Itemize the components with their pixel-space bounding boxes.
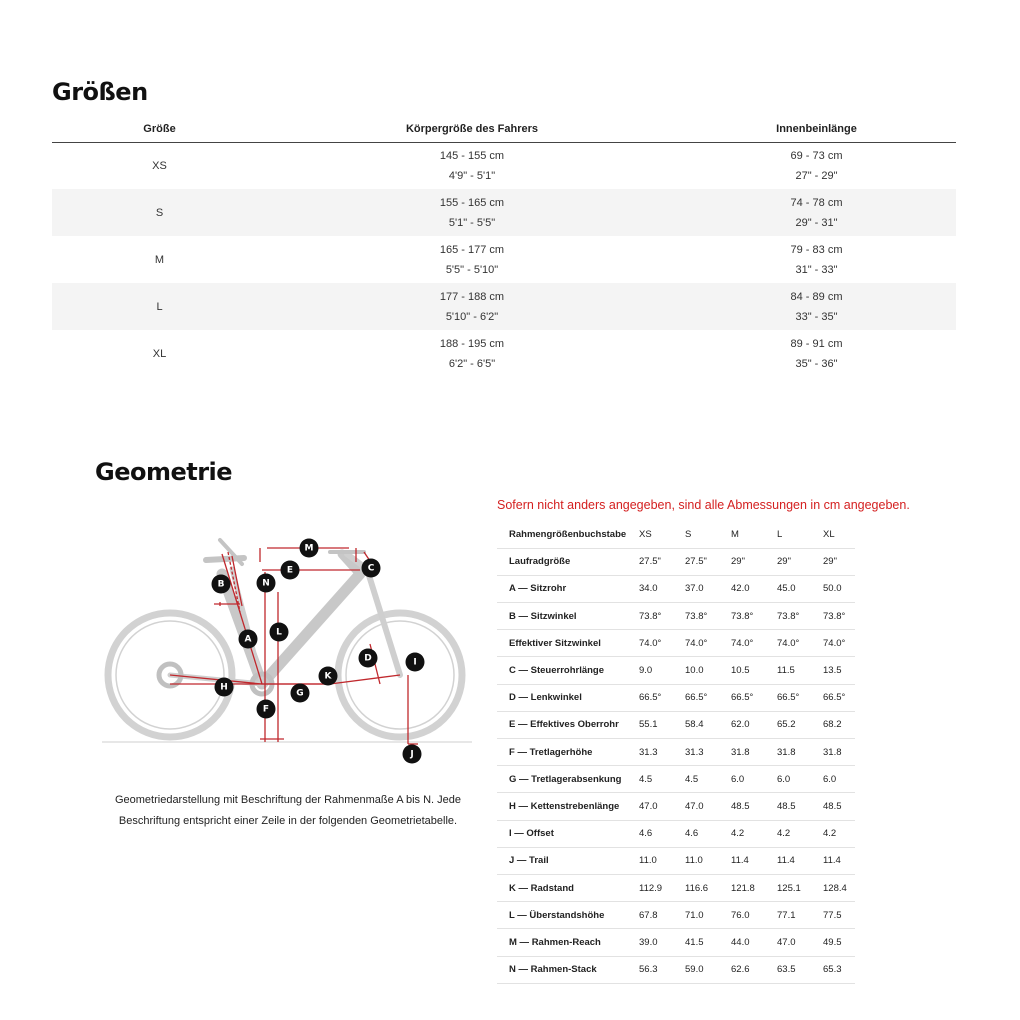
rider-height-ft: 6'2" - 6'5" xyxy=(448,357,496,370)
geometry-value: 116.6 xyxy=(677,874,723,901)
geometry-row xyxy=(497,739,855,766)
geometry-row xyxy=(497,521,855,548)
geometry-value: 47.0 xyxy=(769,929,815,956)
geometry-value: 4.2 xyxy=(769,820,815,847)
geometry-value: 6.0 xyxy=(723,766,769,793)
geometry-value: 68.2 xyxy=(815,711,855,738)
geometry-value: 49.5 xyxy=(815,929,855,956)
geometry-value: 55.1 xyxy=(631,711,677,738)
rider-height-ft: 5'1" - 5'5" xyxy=(448,216,496,229)
geometry-value: L xyxy=(769,521,815,548)
geometry-value: 74.0° xyxy=(769,630,815,657)
diagram-label-b xyxy=(212,575,231,594)
diagram-label-text: F xyxy=(262,704,270,715)
inseam-cm: 89 - 91 cm xyxy=(790,337,843,350)
geometry-value: XS xyxy=(631,521,677,548)
diagram-label-h xyxy=(215,678,234,697)
rider-height-cell xyxy=(267,189,677,236)
inseam-in: 31" - 33" xyxy=(795,263,838,276)
geometry-value: 4.5 xyxy=(631,766,677,793)
size-cell: XL xyxy=(152,347,167,360)
geometry-value: 13.5 xyxy=(815,657,855,684)
rider-height-cm: 188 - 195 cm xyxy=(439,337,505,350)
geometry-row-label: M — Rahmen-Reach xyxy=(497,929,631,956)
geometry-row xyxy=(497,902,855,929)
diagram-label-text: G xyxy=(296,688,304,699)
geometry-value: 4.6 xyxy=(677,820,723,847)
geometry-value: 74.0° xyxy=(815,630,855,657)
geometry-row xyxy=(497,548,855,575)
diagram-label-e xyxy=(281,561,300,580)
rider-height-cell xyxy=(267,283,677,330)
geometry-value: 77.1 xyxy=(769,902,815,929)
inseam-cm: 84 - 89 cm xyxy=(790,290,843,303)
size-cell: L xyxy=(52,283,267,330)
geometry-value: 63.5 xyxy=(769,956,815,983)
geometry-value: 62.0 xyxy=(723,711,769,738)
bike-geometry-illustration xyxy=(102,534,472,772)
geometry-value: 77.5 xyxy=(815,902,855,929)
geometry-value: 74.0° xyxy=(723,630,769,657)
geometry-value: 42.0 xyxy=(723,575,769,602)
sizes-row xyxy=(52,236,956,283)
sizes-header-inseam: Innenbeinlänge xyxy=(677,116,956,142)
diagram-label-g xyxy=(291,684,310,703)
diagram-label-text: H xyxy=(220,682,228,693)
diagram-label-text: D xyxy=(364,653,372,664)
geometry-row xyxy=(497,793,855,820)
geometry-value: 66.5° xyxy=(631,684,677,711)
geometry-row-label: N — Rahmen-Stack xyxy=(497,956,631,983)
geometry-value: 39.0 xyxy=(631,929,677,956)
geometry-value: 125.1 xyxy=(769,874,815,901)
rider-height-cm: 177 - 188 cm xyxy=(439,290,505,303)
geometry-value: 74.0° xyxy=(677,630,723,657)
geometry-value: 11.4 xyxy=(723,847,769,874)
geometry-value: 4.6 xyxy=(631,820,677,847)
geometry-row-label: L — Überstandshöhe xyxy=(497,902,631,929)
geometry-value: 44.0 xyxy=(723,929,769,956)
geometry-value: 128.4 xyxy=(815,874,855,901)
geometry-value: 66.5° xyxy=(815,684,855,711)
geometry-row-label: I — Offset xyxy=(497,820,631,847)
geometry-value: 56.3 xyxy=(631,956,677,983)
geometry-value: 74.0° xyxy=(631,630,677,657)
size-cell: M xyxy=(154,253,165,266)
geometry-value: 29" xyxy=(769,548,815,575)
geometry-value: 34.0 xyxy=(631,575,677,602)
geometry-value: S xyxy=(677,521,723,548)
diagram-label-j xyxy=(403,745,422,764)
diagram-label-m xyxy=(300,539,319,558)
geometry-row-label: B — Sitzwinkel xyxy=(497,603,631,630)
geometry-value: 10.5 xyxy=(723,657,769,684)
geometry-value: 50.0 xyxy=(815,575,855,602)
sizes-title: Größen xyxy=(52,78,148,106)
diagram-label-text: C xyxy=(367,563,375,574)
geometry-row xyxy=(497,956,855,983)
diagram-label-n xyxy=(257,574,276,593)
geometry-row xyxy=(497,766,855,793)
inseam-cm: 79 - 83 cm xyxy=(790,243,843,256)
geometry-value: 31.8 xyxy=(815,739,855,766)
size-cell: XS xyxy=(152,159,167,172)
geometry-value: XL xyxy=(815,521,855,548)
geometry-value: 11.4 xyxy=(815,847,855,874)
geometry-value: 48.5 xyxy=(769,793,815,820)
diagram-label-text: L xyxy=(276,627,282,638)
sizes-row xyxy=(52,189,956,236)
geometry-row xyxy=(497,847,855,874)
geometry-value: 41.5 xyxy=(677,929,723,956)
geometry-table xyxy=(497,521,855,984)
geometry-row xyxy=(497,711,855,738)
rider-height-ft: 5'10" - 6'2" xyxy=(445,310,499,323)
geometry-value: 10.0 xyxy=(677,657,723,684)
geometry-value: 6.0 xyxy=(769,766,815,793)
sizes-header-size: Größe xyxy=(52,116,267,142)
geometry-row-label: F — Tretlagerhöhe xyxy=(497,739,631,766)
geometry-value: 6.0 xyxy=(815,766,855,793)
geometry-units-note: Sofern nicht anders angegeben, sind alle Abmessungen in cm angegeben. xyxy=(497,498,910,512)
geometry-value: 31.3 xyxy=(631,739,677,766)
geometry-row xyxy=(497,657,855,684)
diagram-label-text: B xyxy=(217,579,225,590)
geometry-diagram xyxy=(102,534,472,772)
geometry-value: 66.5° xyxy=(677,684,723,711)
geometry-row xyxy=(497,929,855,956)
geometry-value: 11.0 xyxy=(677,847,723,874)
geometry-value: 121.8 xyxy=(723,874,769,901)
diagram-label-text: N xyxy=(262,578,270,589)
geometry-row-label: E — Effektives Oberrohr xyxy=(497,711,631,738)
geometry-value: 65.2 xyxy=(769,711,815,738)
diagram-label-text: K xyxy=(324,671,332,682)
geometry-row xyxy=(497,630,855,657)
diagram-label-i xyxy=(406,653,425,672)
inseam-in: 35" - 36" xyxy=(795,357,838,370)
geometry-value: 58.4 xyxy=(677,711,723,738)
geometry-row-label: Laufradgröße xyxy=(497,548,631,575)
diagram-label-text: M xyxy=(304,543,314,554)
geometry-value: 67.8 xyxy=(631,902,677,929)
inseam-in: 29" - 31" xyxy=(795,216,838,229)
geometry-value: 27.5" xyxy=(631,548,677,575)
rider-height-cm: 165 - 177 cm xyxy=(439,243,505,256)
geometry-value: 11.0 xyxy=(631,847,677,874)
diagram-label-k xyxy=(319,667,338,686)
geometry-value: 48.5 xyxy=(815,793,855,820)
geometry-value: 62.6 xyxy=(723,956,769,983)
geometry-value: 73.8° xyxy=(677,603,723,630)
diagram-label-d xyxy=(359,649,378,668)
rider-height-cell xyxy=(267,236,677,283)
rider-height-cell xyxy=(267,330,677,377)
inseam-cell xyxy=(677,283,956,330)
inseam-in: 27" - 29" xyxy=(795,169,838,182)
geometry-value: 11.5 xyxy=(769,657,815,684)
geometry-value: 29" xyxy=(723,548,769,575)
diagram-label-a xyxy=(239,630,258,649)
geometry-row-label: K — Radstand xyxy=(497,874,631,901)
geometry-row-label: D — Lenkwinkel xyxy=(497,684,631,711)
geometry-value: 31.8 xyxy=(769,739,815,766)
rider-height-cell xyxy=(267,142,677,189)
geometry-value: 66.5° xyxy=(769,684,815,711)
geometry-row xyxy=(497,603,855,630)
sizes-table xyxy=(52,116,956,377)
geometry-value: 73.8° xyxy=(631,603,677,630)
diagram-label-l xyxy=(270,623,289,642)
geometry-value: 31.8 xyxy=(723,739,769,766)
geometry-title: Geometrie xyxy=(95,458,233,486)
geometry-row-label: H — Kettenstrebenlänge xyxy=(497,793,631,820)
rider-height-cm: 155 - 165 cm xyxy=(439,196,505,209)
geometry-value: 73.8° xyxy=(769,603,815,630)
geometry-row xyxy=(497,684,855,711)
geometry-value: 11.4 xyxy=(769,847,815,874)
geometry-row xyxy=(497,874,855,901)
geometry-value: 37.0 xyxy=(677,575,723,602)
geometry-value: 48.5 xyxy=(723,793,769,820)
geometry-row-label: J — Trail xyxy=(497,847,631,874)
geometry-value: 65.3 xyxy=(815,956,855,983)
geometry-row xyxy=(497,575,855,602)
rider-height-ft: 4'9" - 5'1" xyxy=(448,169,496,182)
inseam-cell xyxy=(677,142,956,189)
geometry-row-label: C — Steuerrohrlänge xyxy=(497,657,631,684)
geometry-value: 71.0 xyxy=(677,902,723,929)
geometry-value: 4.2 xyxy=(815,820,855,847)
inseam-cell xyxy=(677,236,956,283)
geometry-value: 27.5" xyxy=(677,548,723,575)
rider-height-cm: 145 - 155 cm xyxy=(439,149,505,162)
diagram-label-text: E xyxy=(286,565,294,576)
geometry-value: 4.2 xyxy=(723,820,769,847)
geometry-value: 66.5° xyxy=(723,684,769,711)
geometry-value: 29" xyxy=(815,548,855,575)
geometry-value: 73.8° xyxy=(815,603,855,630)
diagram-label-c xyxy=(362,559,381,578)
geometry-value: 112.9 xyxy=(631,874,677,901)
diagram-label-text: A xyxy=(244,634,252,645)
inseam-cm: 74 - 78 cm xyxy=(790,196,843,209)
rider-height-ft: 5'5" - 5'10" xyxy=(445,263,499,276)
geometry-value: 45.0 xyxy=(769,575,815,602)
geometry-row-label: Effektiver Sitzwinkel xyxy=(497,630,631,657)
diagram-label-text: I xyxy=(413,657,417,668)
geometry-row-label: A — Sitzrohr xyxy=(497,575,631,602)
sizes-header-height: Körpergröße des Fahrers xyxy=(267,116,677,142)
geometry-value: 47.0 xyxy=(677,793,723,820)
size-cell: S xyxy=(52,189,267,236)
geometry-value: 47.0 xyxy=(631,793,677,820)
geometry-value: 4.5 xyxy=(677,766,723,793)
sizes-row xyxy=(52,142,956,189)
sizes-row xyxy=(52,330,956,377)
geometry-value: 76.0 xyxy=(723,902,769,929)
sizes-row xyxy=(52,283,956,330)
geometry-value: 73.8° xyxy=(723,603,769,630)
diagram-label-f xyxy=(257,700,276,719)
geometry-row xyxy=(497,820,855,847)
geometry-caption: Geometriedarstellung mit Beschriftung der Rahmenmaße A bis N. Jede Beschriftung entspricht einer Zeile in der folgenden Geometrietabelle. xyxy=(114,794,462,827)
geometry-row-label: G — Tretlagerabsenkung xyxy=(497,766,631,793)
sizes-header-row xyxy=(52,116,956,142)
inseam-cm: 69 - 73 cm xyxy=(790,149,843,162)
inseam-cell xyxy=(677,189,956,236)
diagram-label-text: J xyxy=(410,749,414,760)
inseam-cell xyxy=(677,330,956,377)
geometry-row-label: Rahmengrößenbuchstabe xyxy=(497,521,631,548)
geometry-value: M xyxy=(723,521,769,548)
geometry-value: 31.3 xyxy=(677,739,723,766)
geometry-value: 59.0 xyxy=(677,956,723,983)
geometry-value: 9.0 xyxy=(631,657,677,684)
inseam-in: 33" - 35" xyxy=(795,310,838,323)
